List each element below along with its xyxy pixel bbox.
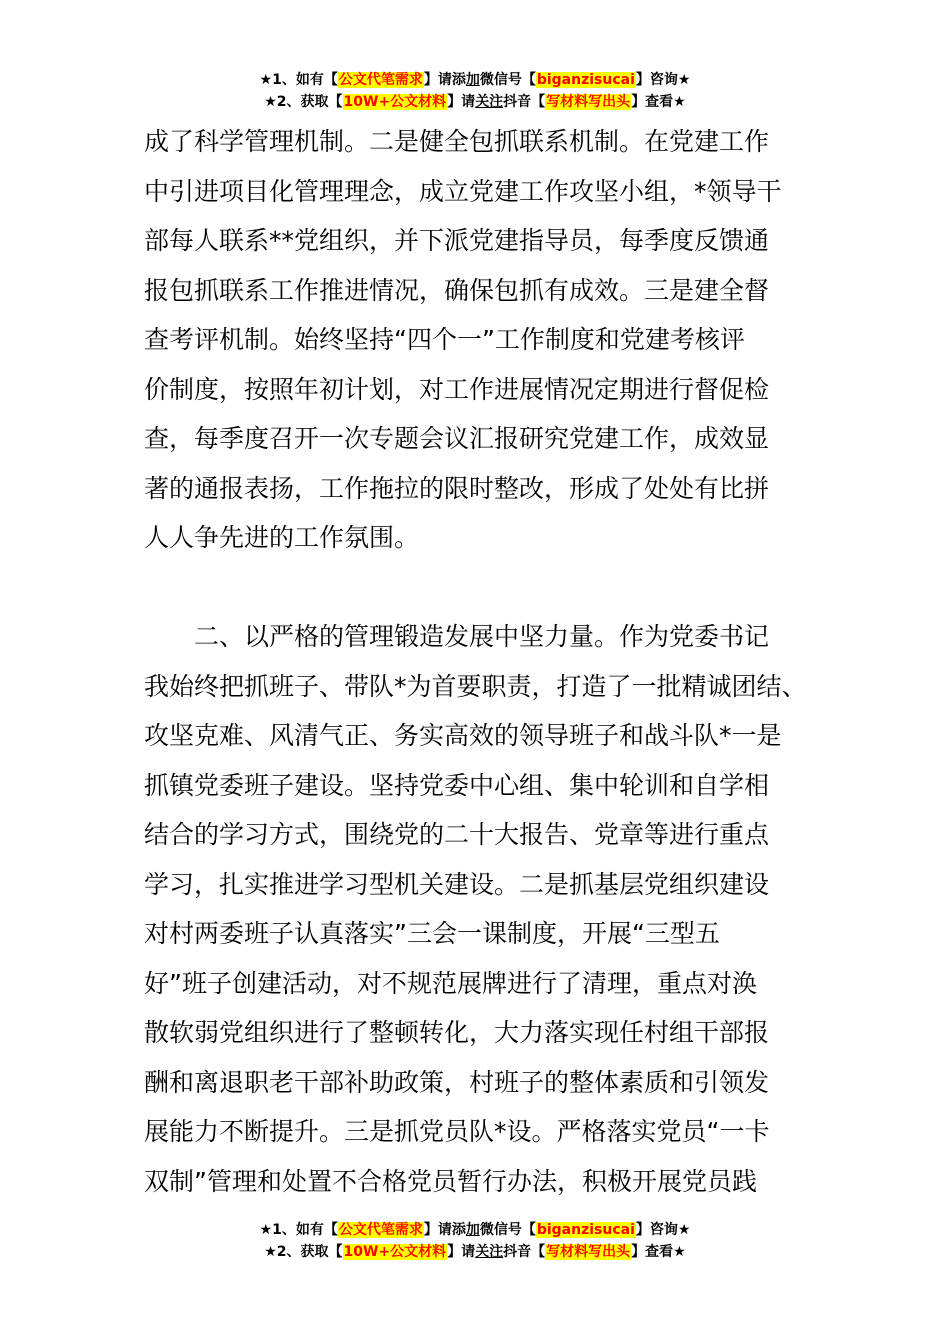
banner-text: ★2、获取【	[264, 94, 343, 110]
text-line: 部每人联系**党组织，并下派党建指导员，每季度反馈通	[144, 226, 770, 255]
text-line: 抓镇党委班子建设。坚持党委中心组、集中轮训和自学相	[144, 770, 770, 800]
banner-text: 抖音【	[503, 1244, 546, 1260]
text-line: 对村两委班子认真落实”三会一课制度，开展“三型五	[144, 919, 720, 948]
document-body	[144, 117, 834, 1206]
text-line: 我始终把抓班子、带队*为首要职责，打造了一批精诚团结、	[144, 671, 807, 701]
text-line: 好”班子创建活动，对不规范展牌进行了清理，重点对涣	[144, 968, 757, 998]
text-line: 人人争先进的工作氛围。	[144, 523, 420, 552]
banner-text: ★1、如有【	[259, 1222, 338, 1238]
banner-text: 】咨询★	[635, 72, 691, 88]
text-line: 价制度，按照年初计划，对工作进展情况定期进行督促检	[144, 374, 770, 404]
paragraph-heading-line: 二、以严格的管理锻造发展中坚力量。作为党委书记	[194, 622, 770, 651]
banner-highlight: 公文代笔需求	[338, 1222, 423, 1238]
banner-highlight: 10W+公文材料	[343, 1244, 447, 1260]
text-line: 酬和离退职老干部补助政策，村班子的整体素质和引领发	[144, 1067, 770, 1097]
banner-highlight: 写材料写出头	[546, 1244, 631, 1260]
banner-text: 】查看★	[631, 1244, 686, 1260]
text-line: 中引进项目化管理理念，成立党建工作攻坚小组，*领导干	[144, 176, 782, 206]
banner-text: 】请添	[423, 1222, 466, 1238]
banner-text: 】查看★	[631, 94, 686, 110]
text-line: 结合的学习方式，围绕党的二十大报告、党章等进行重点	[144, 820, 770, 849]
text-line: 查考评机制。始终坚持“四个一”工作制度和党建考核评	[144, 325, 745, 354]
banner-line-2	[0, 1241, 950, 1263]
header-banner	[0, 69, 950, 113]
banner-underlined: 关注	[475, 1244, 504, 1260]
banner-line-1	[0, 1219, 950, 1241]
banner-highlight: 10W+公文材料	[343, 94, 447, 110]
banner-text: 微信号【	[479, 72, 536, 88]
banner-text: ★2、获取【	[264, 1244, 343, 1260]
banner-text: 】请	[447, 94, 476, 110]
banner-text: 】请	[447, 1244, 476, 1260]
text-line: 双制”管理和处置不合格党员暂行办法，积极开展党员践	[144, 1166, 757, 1196]
banner-text: 】请添	[423, 72, 466, 88]
paragraph-gap	[144, 563, 834, 613]
banner-highlight: biganzisucai	[536, 1222, 635, 1238]
banner-text: 微信号【	[479, 1222, 536, 1238]
banner-underlined: 关注	[475, 94, 504, 110]
banner-underlined: 加	[465, 72, 480, 88]
text-line: 著的通报表扬，工作拖拉的限时整改，形成了处处有比拼	[144, 473, 770, 503]
banner-highlight: 写材料写出头	[546, 94, 631, 110]
text-line: 查，每季度召开一次专题会议汇报研究党建工作，成效显	[144, 424, 770, 453]
banner-highlight: 公文代笔需求	[338, 72, 423, 88]
text-line: 报包抓联系工作推进情况，确保包抓有成效。三是建全督	[144, 275, 770, 305]
text-line: 展能力不断提升。三是抓党员队*设。严格落实党员“一卡	[144, 1117, 770, 1146]
banner-underlined: 加	[465, 1222, 480, 1238]
banner-line-2	[0, 91, 950, 113]
banner-line-1	[0, 69, 950, 91]
banner-text: ★1、如有【	[259, 72, 338, 88]
text-line: 散软弱党组织进行了整顿转化，大力落实现任村组干部报	[144, 1018, 770, 1047]
text-line: 攻坚克难、风清气正、务实高效的领导班子和战斗队*一是	[144, 721, 782, 750]
text-line: 成了科学管理机制。二是健全包抓联系机制。在党建工作	[144, 127, 770, 156]
banner-text: 抖音【	[503, 94, 546, 110]
text-line: 学习，扎实推进学习型机关建设。二是抓基层党组织建设	[144, 869, 770, 899]
banner-highlight: biganzisucai	[536, 72, 635, 88]
footer-banner	[0, 1219, 950, 1263]
banner-text: 】咨询★	[635, 1222, 691, 1238]
